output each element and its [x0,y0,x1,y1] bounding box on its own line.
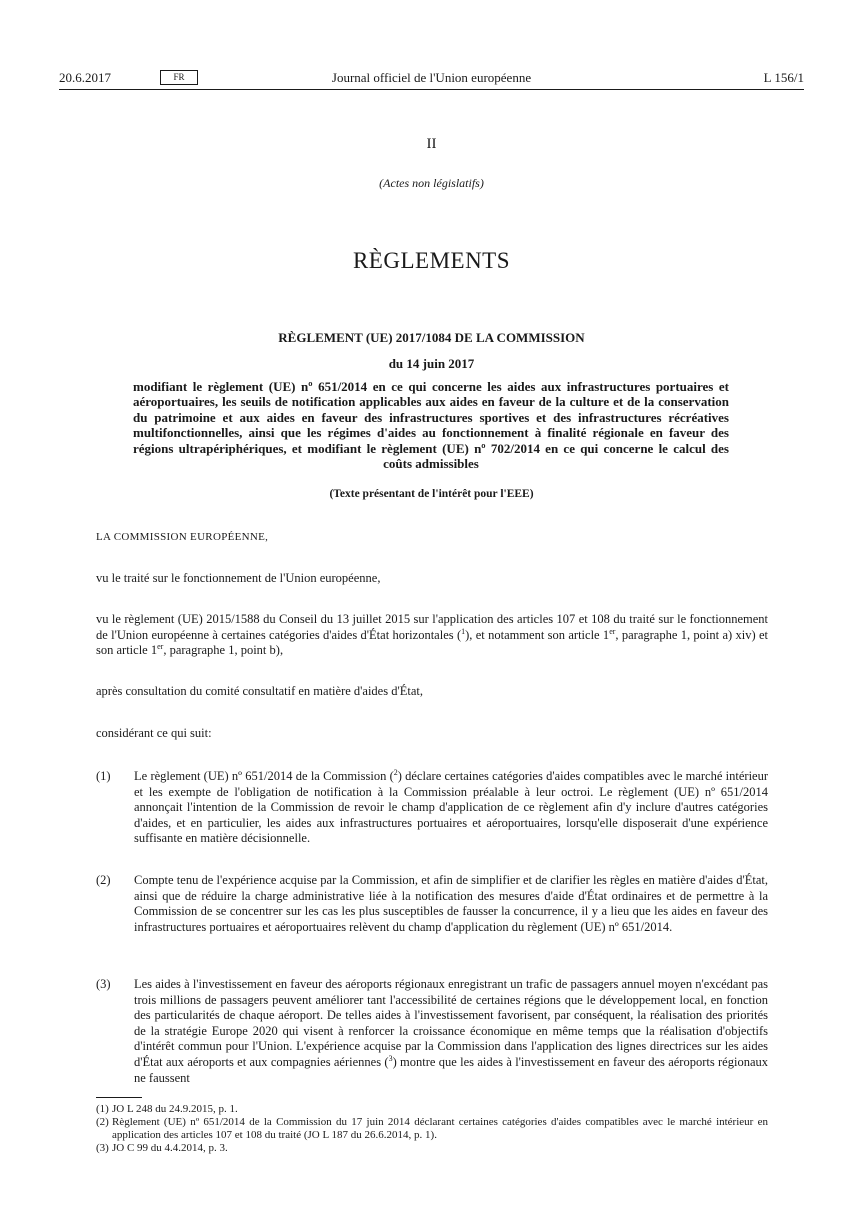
publication-date: 20.6.2017 [59,70,111,85]
footnote-number: (1) [96,1103,109,1115]
page-reference: L 156/1 [763,70,804,85]
footnote-ref[interactable]: 2 [393,767,398,777]
language-badge: FR [160,70,198,85]
commission-preamble: LA COMMISSION EUROPÉENNE, [96,531,269,543]
recital-text: Le règlement (UE) nº 651/2014 de la Commission ($^2$) déclare certaines catégories d'aides compatibles avec le marché intérieur et les exempte de l'obligation de notification à la Commission préalable à leur octroi. Le règlement (UE) nº 651/2014 annonçait l'intention de la Commission de revoir le champ d'application de ce règlement afin d'y inclure d'autres catégories d'aides, et en particulier, les aides aux infrastructures portuaires et aéroportuaires, lorsqu'elle disposerait d'une expérience suffisante en matière décisionnelle. [134,767,769,846]
recital-text: Les aides à l'investissement en faveur des aéroports régionaux enregistrant un trafic de passagers annuel moyen n'excédant pas trois millions de passagers peuvent améliorer tant l'accessibilité de certaines régions que le développement local, en fonction des particularités de chaque aéroport. De telles aides à l'investissement favorisent, par conséquent, la réalisation des priorités de la stratégie Europe 2020 qui visent à renforcer la croissance économique en même temps que la réalisation d'objectifs d'intérêt commun pour l'Union. L'expérience acquise par la Commission dans l'application des lignes directrices sur les aides d'État aux aéroports et aux compagnies aériennes ($^3$) montre que les aides à l'investissement en faveur des aéroports régionaux ne faussent [134,977,769,1085]
page-header [59,68,804,88]
section-number: II [426,136,437,152]
footnote-ref[interactable]: 1 [461,626,466,636]
section-heading: RÈGLEMENTS [352,248,511,273]
consultation-clause: après consultation du comité consultatif en matière d'aides d'État, [96,684,423,698]
regulation-title: RÈGLEMENT (UE) 2017/1084 DE LA COMMISSION [278,330,585,345]
journal-title: Journal officiel de l'Union européenne [331,70,532,85]
regulation-date: du 14 juin 2017 [388,356,475,371]
whereas-intro: considérant ce qui suit: [96,726,212,740]
recital-text: Compte tenu de l'expérience acquise par la Commission, et afin de simplifier et de clarifier les règles en matière d'aides d'État, ainsi que de réduire la charge administrative liée à la notification des mesures d'aide d'État ordinaires et de permettre à la Commission de se concentrer sur les cas les plus susceptibles de fausser la concurrence, il y a lieu que les aides en faveur des infrastructures portuaires et aéroportuaires relèvent du champ d'application du règlement (UE) nº 651/2014. [134,873,768,934]
recital-number: (1) [96,769,111,783]
footnote-text: JO L 248 du 24.9.2015, p. 1. [112,1103,238,1115]
recital-number: (3) [96,977,111,991]
footnote-ref[interactable]: 3 [388,1053,393,1063]
citation-treaty: vu le traité sur le fonctionnement de l'Union européenne, [96,571,381,585]
recital-number: (2) [96,873,111,887]
footnote-text: Règlement (UE) nº 651/2014 de la Commission du 17 juin 2014 déclarant certaines catégories d'aides compatibles avec le marché intérieur en application des articles 107 et 108 du traité (JO L 187 du 26.6.2014, p. 1). [112,1116,768,1141]
footnote-separator [96,1097,142,1098]
footnote-number: (3) [96,1142,109,1154]
citation-regulation: vu le règlement (UE) 2015/1588 du Conseil du 13 juillet 2015 sur l'application des articles 107 et 108 du traité sur le fonctionnement de l'Union européenne à certaines catégories d'aides d'État horizontales ($^1$), et notamment son article 1er, paragraphe 1, point a) xiv) et son article 1er, paragraphe 1, point b), [96,612,769,658]
eee-relevance-note: (Texte présentant de l'intérêt pour l'EEE) [329,488,534,500]
section-subtitle: (Actes non législatifs) [379,176,484,190]
footnote-text: JO C 99 du 4.4.2014, p. 3. [112,1142,228,1154]
header-rule [59,89,804,90]
footnote-number: (2) [96,1116,109,1128]
regulation-subject: modifiant le règlement (UE) nº 651/2014 en ce qui concerne les aides aux infrastructures portuaires et aéroportuaires, les seuils de notification applicables aux aides en faveur de la culture et de la conservation du patrimoine et aux aides en faveur des infrastructures sportives et des infrastructures récréatives multifonctionnelles, ainsi que les régimes d'aides au fonctionnement à finalité régionale en faveur des régions ultrapériphériques, et modifiant le règlement (UE) nº 702/2014 en ce qui concerne le calcul des coûts admissibles [133,379,729,472]
